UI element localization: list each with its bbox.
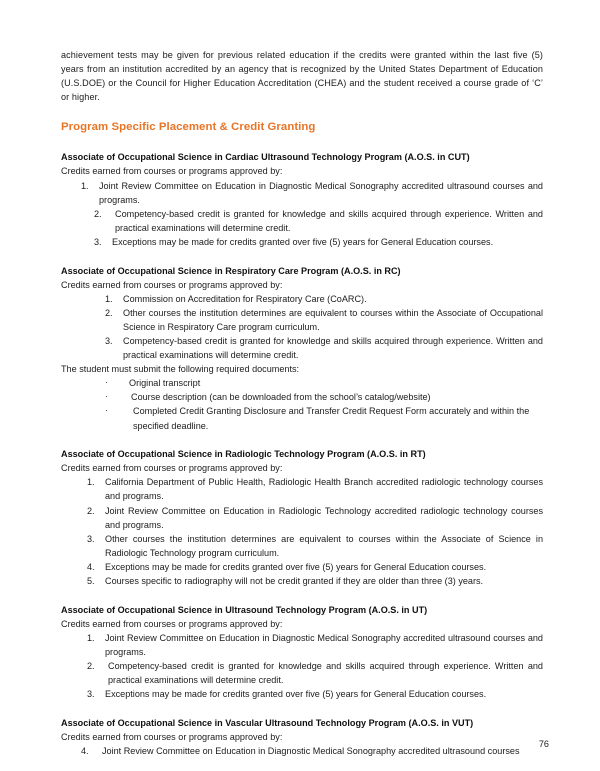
program-block-ut <box>61 603 543 702</box>
list-item-text: Completed Credit Granting Disclosure and Transfer Credit Request Form accurately and within the specified deadline. <box>133 406 530 431</box>
program-approval-list <box>61 475 543 588</box>
list-marker: 1. <box>87 477 95 488</box>
block-spacer <box>61 433 543 448</box>
list-item <box>105 292 543 306</box>
page-number: 76 <box>538 739 549 749</box>
list-marker: 3. <box>87 533 95 544</box>
list-marker: 2. <box>94 208 102 219</box>
list-item-text: Competency-based credit is granted for knowledge and skills acquired through experience. Written and practical examinations will determine credit. <box>108 660 543 686</box>
list-item <box>105 404 543 432</box>
list-item-text: Original transcript <box>129 378 201 389</box>
program-title: Associate of Occupational Science in Respiratory Care Program (A.O.S. in RC) <box>61 265 401 276</box>
program-title: Associate of Occupational Science in Ultrasound Technology Program (A.O.S. in UT) <box>61 604 428 615</box>
list-item <box>105 306 543 334</box>
list-marker: 1. <box>81 180 89 191</box>
list-item-text: Exceptions may be made for credits granted over five (5) years for General Education courses. <box>105 561 487 572</box>
list-item <box>94 235 543 249</box>
list-item <box>87 504 543 532</box>
list-item-text: Other courses the institution determines are equivalent to courses within the Associate of Science in Radiologic Technology program curriculum. <box>105 533 543 558</box>
list-item <box>81 179 543 207</box>
program-approval-list <box>61 292 543 362</box>
list-item <box>87 687 543 701</box>
list-item-text: Joint Review Committee on Education in Diagnostic Medical Sonography accredited ultrasound courses <box>102 745 520 756</box>
program-block-rc <box>61 264 543 433</box>
list-item <box>87 560 543 574</box>
list-item-text: California Department of Public Health, Radiologic Health Branch accredited radiologic technology courses and programs. <box>105 477 543 502</box>
required-documents-list <box>61 376 543 432</box>
list-item <box>94 207 543 235</box>
list-item-text: Exceptions may be made for credits granted over five (5) years for General Education courses. <box>112 236 494 247</box>
bullet-icon: · <box>105 377 108 388</box>
list-item-text: Exceptions may be made for credits granted over five (5) years for General Education courses. <box>105 689 487 700</box>
list-item <box>105 390 543 404</box>
list-marker: 3. <box>87 689 95 700</box>
program-approval-list-continued <box>61 207 543 249</box>
block-spacer <box>61 588 543 603</box>
section-heading: Program Specific Placement & Credit Granting <box>61 121 316 134</box>
list-item <box>81 744 543 758</box>
list-marker: 2. <box>87 660 95 671</box>
bullet-icon: · <box>105 391 108 402</box>
program-block-vut <box>61 716 543 758</box>
list-item-text: Other courses the institution determines are equivalent to courses within the Associate of Occupational Science in Respiratory Care program curriculum. <box>123 307 543 332</box>
bullet-icon: · <box>105 405 108 416</box>
program-lead-in: Credits earned from courses or programs approved by: <box>61 279 283 290</box>
program-approval-list <box>61 631 543 701</box>
program-lead-in: Credits earned from courses or programs approved by: <box>61 618 283 629</box>
list-item <box>87 475 543 503</box>
program-approval-list <box>61 179 543 207</box>
list-marker: 4. <box>87 561 95 572</box>
list-marker: 3. <box>105 336 113 346</box>
program-lead-in: Credits earned from courses or programs approved by: <box>61 166 283 177</box>
program-approval-list <box>61 744 543 758</box>
documents-lead-in: The student must submit the following required documents: <box>61 364 300 375</box>
list-item <box>87 574 543 588</box>
list-marker: 2. <box>105 307 113 318</box>
list-item-text: Joint Review Committee on Education in Diagnostic Medical Sonography accredited ultrasound courses and programs. <box>105 632 543 657</box>
list-item <box>105 334 543 362</box>
list-item <box>87 659 543 687</box>
program-lead-in: Credits earned from courses or programs approved by: <box>61 463 283 474</box>
program-block-rt <box>61 447 543 588</box>
list-marker: 1. <box>105 293 113 304</box>
list-item-text: Competency-based credit is granted for knowledge and skills acquired through experience. Written and practical examinations will determine credit. <box>123 336 543 361</box>
list-item-text: Course description (can be downloaded from the school’s catalog/website) <box>131 392 431 403</box>
list-item-text: Competency-based credit is granted for knowledge and skills acquired through experience. Written and practical examinations will determine credit. <box>115 208 543 233</box>
block-spacer <box>61 249 543 264</box>
list-marker: 3. <box>94 236 102 247</box>
list-item <box>87 631 543 659</box>
page-content <box>61 48 543 758</box>
program-block-cut <box>61 150 543 249</box>
program-title: Associate of Occupational Science in Vascular Ultrasound Technology Program (A.O.S. in VUT) <box>61 717 474 728</box>
list-marker: 4. <box>81 745 89 756</box>
list-item-text: Commission on Accreditation for Respiratory Care (CoARC). <box>123 293 367 304</box>
list-marker: 5. <box>87 576 95 586</box>
program-title: Associate of Occupational Science in Cardiac Ultrasound Technology Program (A.O.S. in CUT) <box>61 152 470 163</box>
list-item-text: Joint Review Committee on Education in Diagnostic Medical Sonography accredited ultrasound courses and programs. <box>99 180 543 205</box>
program-lead-in: Credits earned from courses or programs approved by: <box>61 731 283 742</box>
program-title: Associate of Occupational Science in Radiologic Technology Program (A.O.S. in RT) <box>61 449 426 460</box>
block-spacer <box>61 701 543 716</box>
list-marker: 2. <box>87 505 95 516</box>
list-item <box>105 376 543 390</box>
intro-paragraph: achievement tests may be given for previous related education if the credits were granted within the last five (5) years from an institution accredited by an agency that is recognized by the United States Department of Education (U.S.DOE) or the Council for Higher Education Accreditation (CHEA) and the student received a course grade of ‘C’ or higher. <box>61 50 543 103</box>
list-item-text: Courses specific to radiography will not be credit granted if they are older than three (3) years. <box>105 576 484 586</box>
list-item <box>87 532 543 560</box>
list-item-text: Joint Review Committee on Education in Radiologic Technology accredited radiologic technology courses and programs. <box>105 505 543 530</box>
list-marker: 1. <box>87 632 95 643</box>
